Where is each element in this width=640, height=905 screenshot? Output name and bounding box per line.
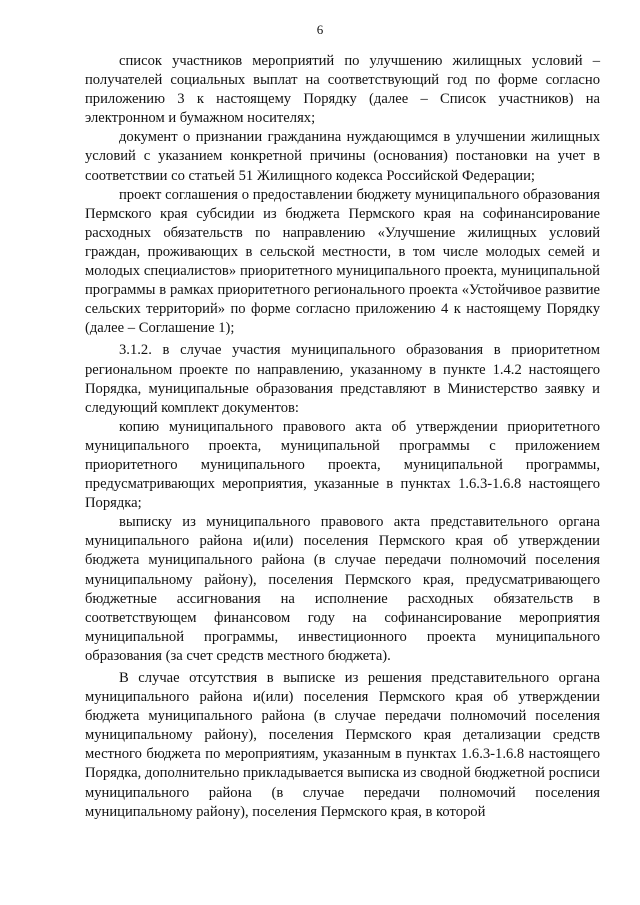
document-body (85, 52, 600, 822)
paragraph-housing-need-document: документ о признании гражданина нуждающимся в улучшении жилищных условий с указанием конкретной причины (основания) постановки на учет в соответствии со статьей 51 Жилищного кодекса Российской Федерации; (85, 129, 600, 184)
paragraph-budget-extract: выписку из муниципального правового акта представительного органа муниципального района и(или) поселения Пермского края об утверждении бюджета муниципального района (в случае передачи полномочий поселения муниципальному району), поселения Пермского края, предусматривающего бюджетные ассигнования на исполнение расходных обязательств в соответствующем финансовом году на софинансирование мероприятия муниципальной программы, инвестиционного проекта муниципального образования (за счет средств местного бюджета). (85, 514, 600, 664)
paragraph-legal-act-copy: копию муниципального правового акта об утверждении приоритетного муниципального проекта, муниципальной программы с приложением приоритетного муниципального проекта, муниципальной программы, предусматривающих мероприятия, указанные в пунктах 1.6.3-1.6.8 настоящего Порядка; (85, 418, 600, 512)
paragraph-3-1-2: 3.1.2. в случае участия муниципального образования в приоритетном региональном проекте по направлению, указанному в пункте 1.4.2 настоящего Порядка, муниципальные образования представляют в Министерство заявку и следующий комплект документов: (85, 342, 600, 416)
paragraph-participants-list: список участников мероприятий по улучшению жилищных условий – получателей социальных выплат на соответствующий год по форме согласно приложению 3 к настоящему Порядку (далее – Список участников) на электронном и бумажном носителях; (85, 53, 600, 127)
paragraph-budget-detail-absence: В случае отсутствия в выписке из решения представительного органа муниципального района и(или) поселения Пермского края об утверждении бюджета муниципального района (в случае передачи полномочий поселения муниципальному району), поселения Пермского края детализации средств местного бюджета по мероприятиям, указанным в пунктах 1.6.3-1.6.8 настоящего Порядка, дополнительно прикладывается выписка из сводной бюджетной росписи муниципального района (в случае передачи полномочий поселения муниципальному району), поселения Пермского края, в которой (85, 670, 600, 820)
paragraph-agreement-draft: проект соглашения о предоставлении бюджету муниципального образования Пермского края субсидии из бюджета Пермского края на софинансирование расходных обязательств по направлению «Улучшение жилищных условий граждан, проживающих в сельской местности, в том числе молодых семей и молодых специалистов» приоритетного муниципального проекта, муниципальной программы в рамках приоритетного регионального проекта «Устойчивое развитие сельских территорий» по форме согласно приложению 4 к настоящему Порядку (далее – Соглашение 1); (85, 186, 600, 337)
page-number: 6 (316, 22, 324, 37)
